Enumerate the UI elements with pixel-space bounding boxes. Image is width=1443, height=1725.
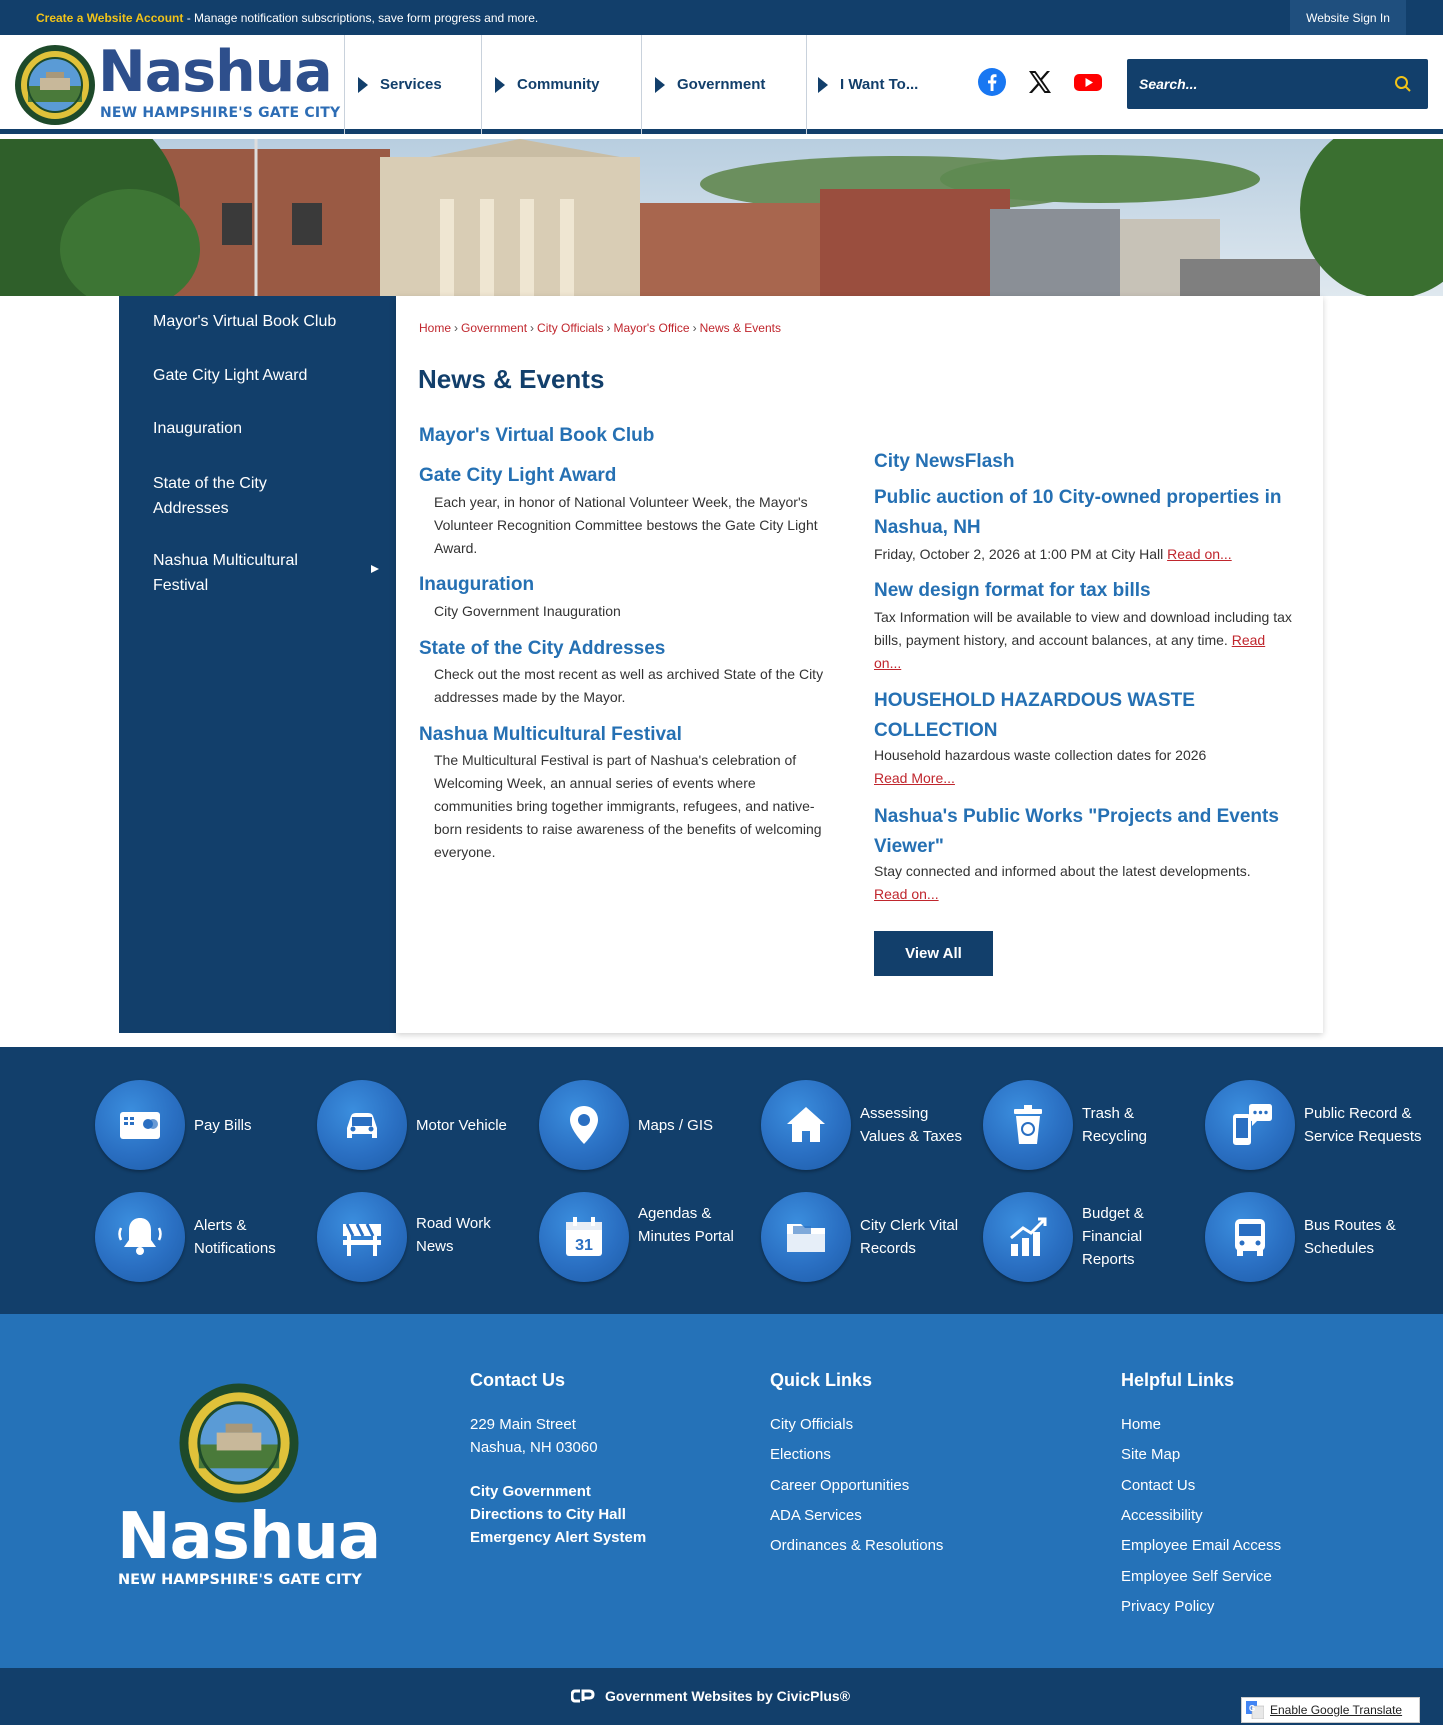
breadcrumb-mayors-office[interactable]: Mayor's Office — [613, 321, 690, 335]
news-text-tax-bills — [874, 606, 1294, 675]
calendar-icon — [559, 1212, 609, 1262]
quick-link-circle — [317, 1080, 407, 1170]
nav-i-want-to[interactable] — [818, 35, 918, 134]
facebook-icon[interactable] — [977, 67, 1007, 97]
nav-divider — [641, 35, 642, 134]
news-text-public-works — [874, 860, 1304, 906]
caret-right-icon — [655, 77, 665, 93]
quick-link-label: Road Work News — [416, 1215, 491, 1255]
news-title-tax-bills[interactable]: New design format for tax bills — [874, 580, 1151, 601]
quick-link-budget[interactable] — [983, 1192, 1203, 1284]
map-pin-icon — [559, 1100, 609, 1150]
breadcrumb-city-officials[interactable]: City Officials — [537, 321, 604, 335]
footer-link-city-government[interactable]: City Government — [470, 1483, 591, 1500]
state-of-city-description: Check out the most recent as well as archived State of the City addresses made by the Mayor. — [434, 666, 824, 705]
read-on-link[interactable]: Read on... — [874, 632, 1266, 671]
google-translate-label: Enable Google Translate — [1270, 1703, 1403, 1717]
account-message — [36, 11, 538, 25]
quick-link-assessing[interactable] — [761, 1080, 981, 1172]
svg-text:G: G — [1249, 1704, 1256, 1713]
quick-link-label: Maps / GIS — [638, 1117, 714, 1134]
footer-link-contact-us[interactable]: Contact Us — [1121, 1477, 1196, 1494]
house-icon — [781, 1100, 831, 1150]
read-more-link[interactable]: Read More... — [874, 770, 955, 786]
quick-link-circle — [983, 1192, 1073, 1282]
quick-link-label: Pay Bills — [194, 1117, 252, 1134]
footer-link-home[interactable]: Home — [1121, 1416, 1162, 1433]
light-award-description: Each year, in honor of National Volunteer Week, the Mayor's Volunteer Recognition Committee bestows the Gate City Light Award. — [434, 494, 818, 556]
link-multicultural-festival[interactable]: Nashua Multicultural Festival — [419, 724, 682, 745]
quick-link-agendas[interactable] — [539, 1192, 759, 1284]
view-all-button[interactable]: View All — [874, 931, 993, 976]
sidebar-item-state-of-city[interactable]: State of the City Addresses — [153, 475, 267, 517]
nav-community[interactable] — [495, 35, 600, 134]
read-on-link[interactable]: Read on... — [874, 886, 939, 902]
nav-services[interactable] — [358, 35, 442, 134]
breadcrumb-government[interactable]: Government — [461, 321, 528, 335]
city-seal-icon — [14, 44, 96, 126]
breadcrumb-separator: › — [692, 321, 697, 335]
bottom-bar — [0, 1668, 1443, 1725]
nav-divider — [344, 35, 345, 134]
quick-link-circle — [317, 1192, 407, 1282]
contact-address-line2: Nashua, NH 03060 — [470, 1439, 598, 1456]
account-message-text: - Manage notification subscriptions, save form progress and more. — [183, 11, 539, 25]
quick-link-circle — [983, 1080, 1073, 1170]
contact-address-line1: 229 Main Street — [470, 1416, 576, 1433]
caret-right-icon — [358, 77, 368, 93]
link-state-of-city[interactable]: State of the City Addresses — [419, 638, 666, 659]
read-on-link[interactable]: Read on... — [1167, 546, 1232, 562]
top-utility-bar — [0, 0, 1443, 35]
quick-link-label: Assessing Values & Taxes — [860, 1105, 963, 1145]
calendar-day: 31 — [575, 1237, 593, 1254]
link-inauguration[interactable]: Inauguration — [419, 574, 535, 595]
quick-link-label: Bus Routes & Schedules — [1304, 1217, 1396, 1257]
x-twitter-icon[interactable] — [1025, 67, 1055, 97]
quick-link-bus-routes[interactable] — [1205, 1192, 1425, 1284]
caret-right-icon — [818, 77, 828, 93]
quick-link-circle — [539, 1080, 629, 1170]
main-content — [396, 296, 1323, 1033]
news-text-auction — [874, 543, 1294, 566]
footer-link-employee-self-service[interactable]: Employee Self Service — [1121, 1568, 1272, 1585]
site-header — [0, 35, 1443, 134]
quick-links-heading: Quick Links — [770, 1370, 873, 1390]
google-translate-button[interactable] — [1241, 1697, 1420, 1723]
quick-link-label: Budget & Financial Reports — [1082, 1205, 1144, 1268]
footer-link-site-map[interactable]: Site Map — [1121, 1446, 1181, 1463]
news-title-hazardous-waste[interactable]: HOUSEHOLD HAZARDOUS WASTE COLLECTION — [874, 690, 1195, 741]
logo-tagline: NEW HAMPSHIRE'S GATE CITY — [100, 105, 341, 121]
footer-logo-tagline: NEW HAMPSHIRE'S GATE CITY — [118, 1572, 362, 1588]
quick-link-label: Alerts & Notifications — [194, 1217, 276, 1257]
news-text-hazardous-waste — [874, 744, 1294, 790]
quick-link-label: Trash & Recycling — [1082, 1105, 1148, 1145]
sidebar-item-inauguration[interactable]: Inauguration — [153, 420, 242, 437]
quick-link-circle — [539, 1192, 629, 1282]
quick-link-maps-gis[interactable] — [539, 1080, 759, 1172]
quick-link-trash-recycling[interactable] — [983, 1080, 1203, 1172]
multicultural-festival-description: The Multicultural Festival is part of Nashua's celebration of Welcoming Week, an annual series of events where communities bring together immigrants, refugees, and native-born residents to raise awareness of the benefits of welcoming everyone. — [434, 752, 822, 860]
quick-link-label: Agendas & Minutes Portal — [638, 1205, 734, 1245]
nav-divider — [806, 35, 807, 134]
site-logo[interactable] — [14, 39, 341, 126]
footer-link-career[interactable]: Career Opportunities — [770, 1477, 910, 1494]
search-input[interactable] — [1139, 69, 1379, 99]
quick-link-circle — [95, 1192, 185, 1282]
inauguration-description: City Government Inauguration — [434, 603, 621, 619]
quick-link-motor-vehicle[interactable] — [317, 1080, 537, 1172]
quick-link-circle — [95, 1080, 185, 1170]
create-account-link[interactable]: Create a Website Account — [36, 11, 184, 25]
footer-link-ada[interactable]: ADA Services — [770, 1507, 862, 1524]
logo-name: Nashua — [98, 39, 332, 105]
helpful-links-heading: Helpful Links — [1121, 1370, 1235, 1390]
contact-heading: Contact Us — [470, 1370, 566, 1390]
caret-right-icon — [495, 77, 505, 93]
footer-link-ordinances[interactable]: Ordinances & Resolutions — [770, 1537, 944, 1554]
quick-links-band — [0, 1047, 1443, 1314]
footer-logo[interactable] — [117, 1384, 381, 1588]
quick-link-public-record[interactable] — [1205, 1080, 1425, 1172]
sidebar-item-multicultural-festival[interactable]: Nashua Multicultural Festival — [153, 552, 298, 594]
news-title-auction[interactable]: Public auction of 10 City-owned properties in Nashua, NH — [874, 487, 1282, 538]
phone-chat-icon — [1225, 1100, 1275, 1150]
breadcrumb — [419, 321, 781, 335]
quick-link-label: Public Record & Service Requests — [1304, 1105, 1422, 1145]
quick-link-alerts[interactable] — [95, 1192, 315, 1284]
search-box — [1127, 59, 1428, 109]
bell-icon — [115, 1212, 165, 1262]
credit-card-icon — [115, 1100, 165, 1150]
nav-government[interactable] — [655, 35, 765, 134]
footer-link-city-officials[interactable]: City Officials — [770, 1416, 854, 1433]
quick-link-label: City Clerk Vital Records — [860, 1217, 959, 1257]
city-banner-image — [0, 139, 1443, 296]
trash-icon — [1003, 1100, 1053, 1150]
nav-services-label: Services — [380, 76, 442, 93]
link-book-club[interactable]: Mayor's Virtual Book Club — [419, 425, 655, 446]
breadcrumb-separator: › — [454, 321, 459, 335]
bus-icon — [1225, 1212, 1275, 1262]
sidebar-item-book-club[interactable]: Mayor's Virtual Book Club — [153, 313, 337, 330]
page-title: News & Events — [418, 364, 605, 394]
nav-government-label: Government — [677, 76, 766, 93]
quick-link-circle — [761, 1080, 851, 1170]
search-icon[interactable] — [1394, 75, 1412, 93]
news-text-tax-bills-body: Tax Information will be available to view and download including tax bills, payment history, and account balances, at any time. — [874, 609, 1292, 648]
civicplus-logo-icon — [571, 1689, 595, 1703]
youtube-icon[interactable] — [1073, 67, 1103, 97]
footer-link-elections[interactable]: Elections — [770, 1446, 831, 1463]
quick-link-city-clerk[interactable] — [761, 1192, 981, 1284]
civicplus-link[interactable] — [571, 1688, 850, 1704]
footer-link-emergency-alert[interactable]: Emergency Alert System — [470, 1529, 647, 1546]
sidebar — [119, 296, 396, 1033]
quick-link-label: Motor Vehicle — [416, 1117, 507, 1134]
quick-link-pay-bills[interactable] — [95, 1080, 315, 1172]
site-footer — [0, 1314, 1443, 1668]
quick-link-circle — [1205, 1080, 1295, 1170]
footer-link-privacy-policy[interactable]: Privacy Policy — [1121, 1598, 1215, 1615]
footer-link-directions[interactable]: Directions to City Hall — [470, 1506, 626, 1523]
newsflash-heading[interactable]: City NewsFlash — [874, 451, 1015, 472]
website-sign-in-button[interactable]: Website Sign In — [1290, 0, 1406, 35]
breadcrumb-separator: › — [530, 321, 535, 335]
chart-icon — [1003, 1212, 1053, 1262]
quick-link-road-work[interactable] — [317, 1192, 537, 1284]
footer-logo-name: Nashua — [117, 1500, 381, 1574]
city-seal-icon — [178, 1382, 300, 1504]
car-icon — [337, 1100, 387, 1150]
quick-link-circle — [1205, 1192, 1295, 1282]
quick-link-circle — [761, 1192, 851, 1282]
nav-divider — [481, 35, 482, 134]
breadcrumb-news-events[interactable]: News & Events — [699, 321, 781, 335]
barrier-icon — [337, 1212, 387, 1262]
nav-i-want-to-label: I Want To... — [840, 76, 919, 93]
sidebar-item-light-award[interactable]: Gate City Light Award — [153, 367, 308, 384]
news-text-public-works-body: Stay connected and informed about the latest developments. — [874, 863, 1251, 879]
link-light-award[interactable]: Gate City Light Award — [419, 465, 617, 486]
civicplus-text: Government Websites by CivicPlus® — [605, 1688, 851, 1704]
expand-arrow-icon[interactable] — [371, 565, 379, 573]
folder-icon — [781, 1212, 831, 1262]
google-translate-icon — [1246, 1701, 1264, 1719]
nav-community-label: Community — [517, 76, 600, 93]
footer-link-employee-email[interactable]: Employee Email Access — [1121, 1537, 1282, 1554]
breadcrumb-separator: › — [606, 321, 611, 335]
news-text-auction-body: Friday, October 2, 2026 at 1:00 PM at City Hall — [874, 546, 1164, 562]
footer-link-accessibility[interactable]: Accessibility — [1121, 1507, 1203, 1524]
news-title-public-works[interactable]: Nashua's Public Works "Projects and Events Viewer" — [874, 806, 1279, 857]
breadcrumb-home[interactable]: Home — [419, 321, 452, 335]
news-text-hazardous-waste-body: Household hazardous waste collection dates for 2026 — [874, 747, 1207, 763]
